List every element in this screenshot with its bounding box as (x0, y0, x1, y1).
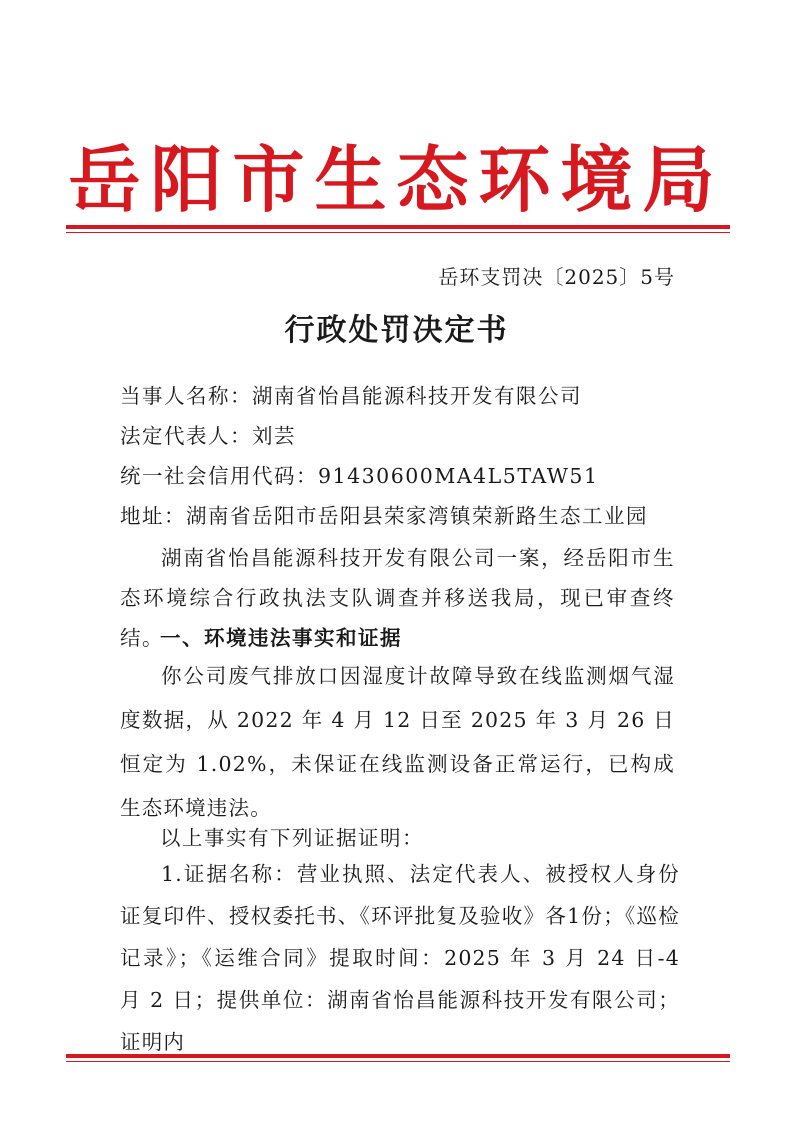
party-address: 地址：湖南省岳阳市岳阳县荣家湾镇荣新路生态工业园 (120, 504, 648, 528)
document-number: 岳环支罚决〔2025〕5号 (438, 265, 675, 289)
intro-paragraph: 湖南省怡昌能源科技开发有限公司一案，经岳阳市生态环境综合行政执法支队调查并移送我局，现已审查终结。 (120, 546, 675, 650)
credit-code: 统一社会信用代码：91430600MA4L5TAW51 (120, 464, 599, 488)
evidence-item: 1.证据名称：营业执照、法定代表人、被授权人身份证复印件、授权委托书、《环评批复及验收》各1份；《巡检记录》；《运维合同》提取时间：2025 年 3 月 24 日-4 月 2 日；提供单位：湖南省怡昌能源科技开发有限公司；证明内 (120, 862, 680, 1054)
agency-masthead: 岳阳市生态环境局 (68, 137, 725, 222)
section-heading: 一、环境违法事实和证据 (160, 626, 402, 650)
masthead-rule (66, 225, 730, 233)
facts-paragraph: 你公司废气排放口因湿度计故障导致在线监测烟气湿度数据，从 2022 年 4 月 12 日至 2025 年 3 月 26 日恒定为 1.02%，未保证在线监测设备正常运行，已构成生态环境违法。 (120, 664, 675, 820)
evidence-intro: 以上事实有下列证据证明： (160, 826, 424, 850)
party-info (120, 376, 680, 536)
footer-rule (66, 1054, 730, 1062)
document-title: 行政处罚决定书 (284, 313, 509, 348)
party-name: 当事人名称：湖南省怡昌能源科技开发有限公司 (120, 384, 582, 408)
legal-representative: 法定代表人：刘芸 (120, 424, 296, 448)
